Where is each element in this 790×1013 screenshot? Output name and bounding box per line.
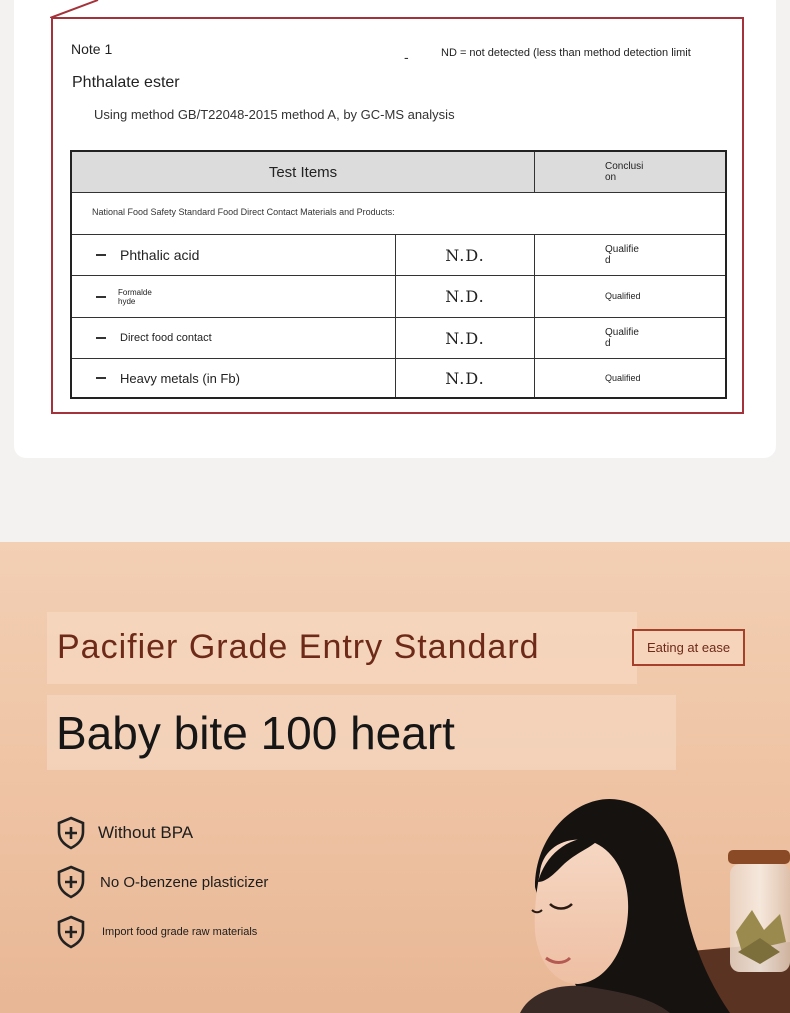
table-row (72, 359, 725, 397)
test-result-cell (535, 318, 725, 358)
test-value-cell: N.D. (396, 318, 535, 358)
table-row (72, 318, 725, 359)
test-result: Qualified (605, 291, 641, 301)
promo-title: Pacifier Grade Entry Standard (57, 628, 540, 666)
dash-icon (96, 296, 106, 298)
test-item-cell (72, 235, 396, 275)
test-item-name: Heavy metals (in Fb) (120, 370, 240, 386)
feature-label: No O-benzene plasticizer (100, 873, 269, 891)
table-header-row (72, 152, 725, 193)
test-item-cell (72, 276, 396, 317)
test-item-name: Formalde hyde (118, 287, 152, 306)
shield-plus-icon (56, 915, 86, 949)
promo-banner (0, 542, 790, 1013)
test-results-table (70, 150, 727, 399)
glass-jar (728, 850, 790, 972)
test-item-cell (72, 318, 396, 358)
shield-plus-icon (56, 816, 86, 850)
feature-label: Import food grade raw materials (102, 926, 258, 938)
feature-item (56, 865, 268, 899)
shield-plus-icon (56, 865, 86, 899)
standard-subheader: National Food Safety Standard Food Direct Contact Materials and Products: (92, 207, 395, 217)
test-result-cell (535, 359, 725, 397)
method-description: Using method GB/T22048-2015 method A, by GC-MS analysis (94, 107, 455, 122)
table-row (72, 276, 725, 318)
dash-icon (96, 337, 106, 339)
test-value-cell: N.D. (396, 359, 535, 397)
test-result: Qualifie d (605, 327, 639, 349)
header-conclusion (535, 152, 725, 192)
test-result: Qualifie d (605, 244, 639, 266)
woman-photo (480, 792, 790, 1013)
nd-definition-note: ND = not detected (less than method detection limit (441, 47, 691, 59)
note-label: Note 1 (71, 41, 113, 57)
header-conclusion-label: Conclusi on (605, 161, 644, 183)
eating-at-ease-badge: Eating at ease (632, 629, 745, 666)
test-item-cell (72, 359, 396, 397)
header-test-items: Test Items (72, 152, 535, 192)
table-subheader-row (72, 193, 725, 235)
feature-label: Without BPA (98, 823, 194, 842)
note-dash: - (404, 49, 409, 65)
section-title: Phthalate ester (72, 74, 180, 91)
test-result-cell (535, 235, 725, 275)
frame-corner-line (50, 0, 110, 18)
test-value-cell: N.D. (396, 276, 535, 317)
test-item-name: Phthalic acid (120, 247, 200, 263)
table-row (72, 235, 725, 276)
report-frame (51, 17, 744, 414)
test-value-cell: N.D. (396, 235, 535, 275)
test-result: Qualified (605, 372, 641, 383)
feature-item (56, 816, 193, 850)
dash-icon (96, 377, 106, 379)
promo-subtitle: Baby bite 100 heart (56, 707, 455, 759)
dash-icon (96, 254, 106, 256)
feature-item (56, 915, 257, 949)
test-result-cell (535, 276, 725, 317)
test-item-name: Direct food contact (120, 332, 212, 344)
